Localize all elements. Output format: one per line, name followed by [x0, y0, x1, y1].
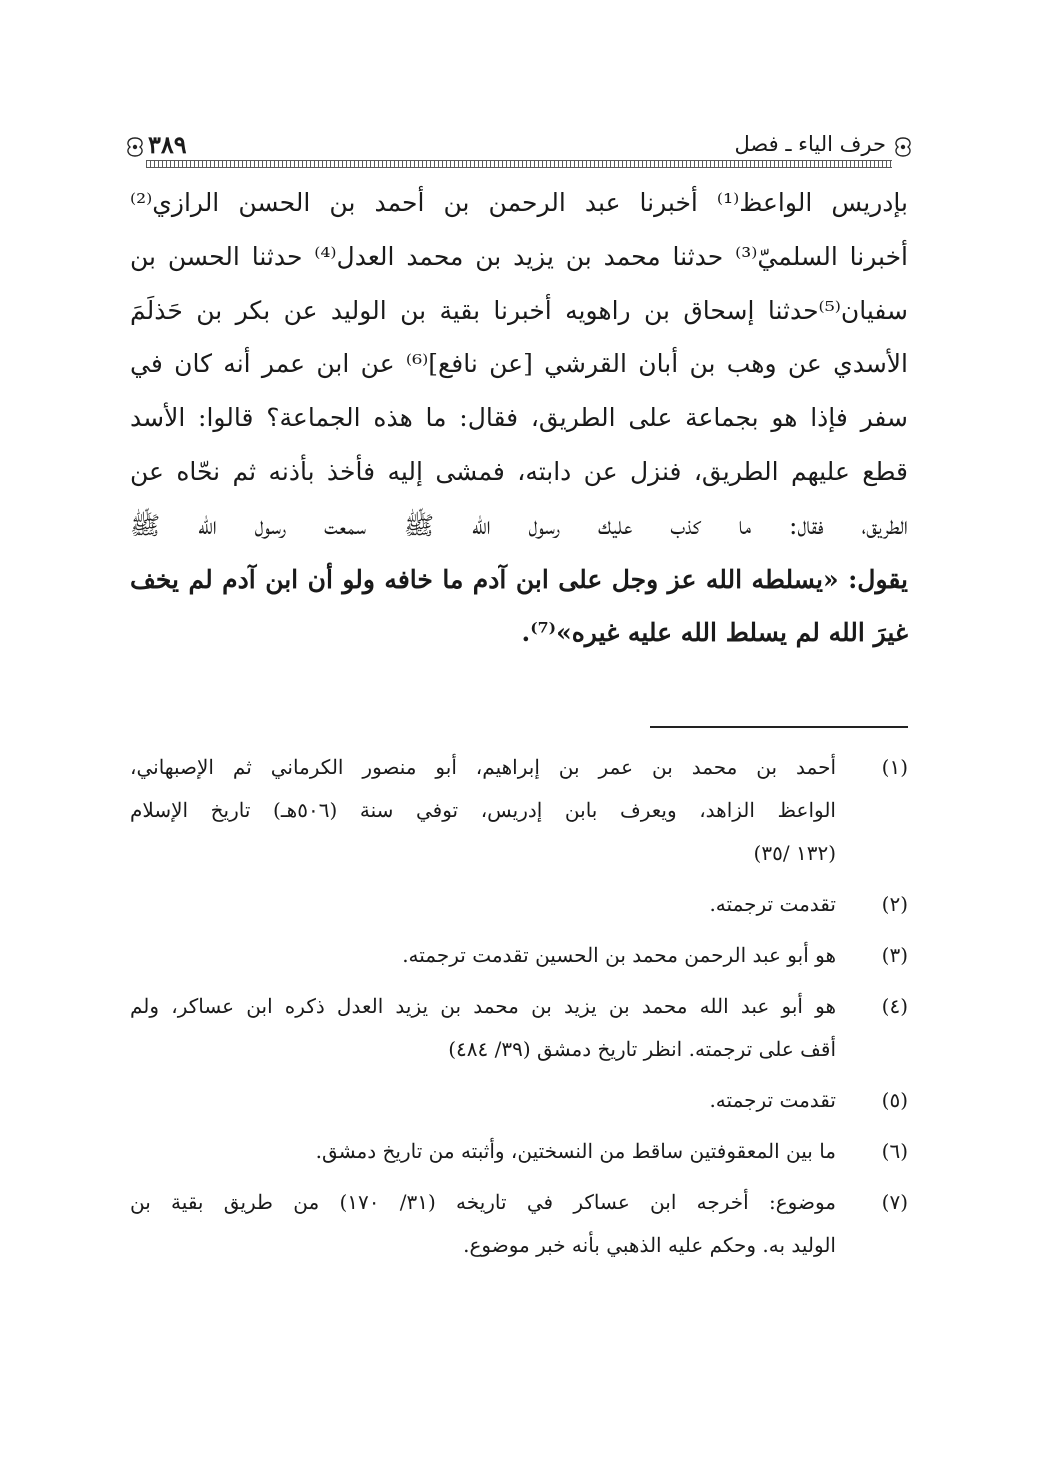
main-text-line: سفيان⁽⁵⁾حدثنا إسحاق بن راهويه أخبرنا بقية بن الوليد عن بكر بن حَذلَمَ — [130, 295, 908, 325]
main-text-line: الأسدي عن وهب بن أبان القرشي [عن نافع]⁽⁶⁾ عن ابن عمر أنه كان في — [130, 349, 908, 379]
footnote-number: (١) — [881, 755, 908, 779]
footnote-4 — [130, 985, 908, 1071]
main-text-line: بإدريس الواعظ⁽¹⁾ أخبرنا عبد الرحمن بن أحمد بن الحسن الرازي⁽²⁾ — [130, 188, 908, 217]
footnote-line: ما بين المعقوفتين ساقط من النسختين، وأثبته من تاريخ دمشق. — [315, 1139, 836, 1163]
main-text-line: أخبرنا السلميّ⁽³⁾ حدثنا محمد بن يزيد بن محمد العدل⁽⁴⁾ حدثنا الحسن بن — [130, 241, 908, 271]
footnote-line: أقف على ترجمته. انظر تاريخ دمشق (٣٩/ ٤٨٤) — [448, 1037, 836, 1061]
page-number: ٣٨٩ — [148, 130, 187, 159]
page-header — [130, 132, 908, 162]
footnote-number: (٧) — [881, 1190, 908, 1214]
main-text-line: الطريق، فقال: ما كذب عليك رسول الله ﷺ سمعت رسول الله ﷺ — [130, 510, 908, 540]
ornament-right-icon — [892, 136, 914, 158]
footnote-line: (١٣٢ /٣٥) — [753, 841, 836, 865]
ornament-left-icon — [124, 136, 146, 158]
footnote-5 — [130, 1079, 908, 1122]
main-text-line: سفر فإذا هو بجماعة على الطريق، فقال: ما هذه الجماعة؟ قالوا: الأسد — [130, 403, 908, 433]
main-text — [130, 176, 908, 660]
footnote-line: هو أبو عبد الله محمد بن يزيد بن محمد بن يزيد العدل ذكره ابن عساكر، ولم — [130, 994, 836, 1018]
footnote-line: هو أبو عبد الرحمن محمد بن الحسين تقدمت ترجمته. — [402, 943, 836, 967]
footnote-1 — [130, 746, 908, 875]
main-text-line: قطع عليهم الطريق، فنزل عن دابته، فمشى إليه فأخذ بأذنه ثم نحّاه عن — [130, 456, 908, 486]
footnote-separator — [650, 726, 908, 728]
footnote-line: الوليد به. وحكم عليه الذهبي بأنه خبر موضوع. — [463, 1233, 836, 1257]
footnote-line: موضوع: أخرجه ابن عساكر في تاريخه (٣١/ ١٧٠) من طريق بقية بن — [130, 1190, 836, 1214]
footnote-line: الواعظ الزاهد، ويعرف بابن إدريس، توفي سنة (٥٠٦هـ) تاريخ الإسلام — [130, 798, 836, 822]
footnote-line: أحمد بن محمد بن عمر بن إبراهيم، أبو منصور الكرماني ثم الإصبهاني، — [130, 755, 836, 779]
footnotes — [130, 746, 908, 1275]
hadith-text-line: غيرَ الله لم يسلط الله عليه غيره»⁽⁷⁾. — [521, 618, 908, 648]
footnote-number: (٤) — [881, 994, 908, 1018]
header-rule — [146, 160, 892, 168]
footnote-2 — [130, 883, 908, 926]
footnote-7 — [130, 1181, 908, 1267]
footnote-line: تقدمت ترجمته. — [709, 1088, 836, 1112]
footnote-number: (٢) — [881, 892, 908, 916]
footnote-number: (٥) — [881, 1088, 908, 1112]
footnote-line: تقدمت ترجمته. — [709, 892, 836, 916]
hadith-text-line: يقول: «يسلطه الله عز وجل على ابن آدم ما خافه ولو أن ابن آدم لم يخف — [130, 564, 908, 594]
footnote-number: (٦) — [881, 1139, 908, 1163]
footnote-6 — [130, 1130, 908, 1173]
running-title: حرف الياء ـ فصل — [734, 132, 886, 156]
footnote-3 — [130, 934, 908, 977]
footnote-number: (٣) — [881, 943, 908, 967]
